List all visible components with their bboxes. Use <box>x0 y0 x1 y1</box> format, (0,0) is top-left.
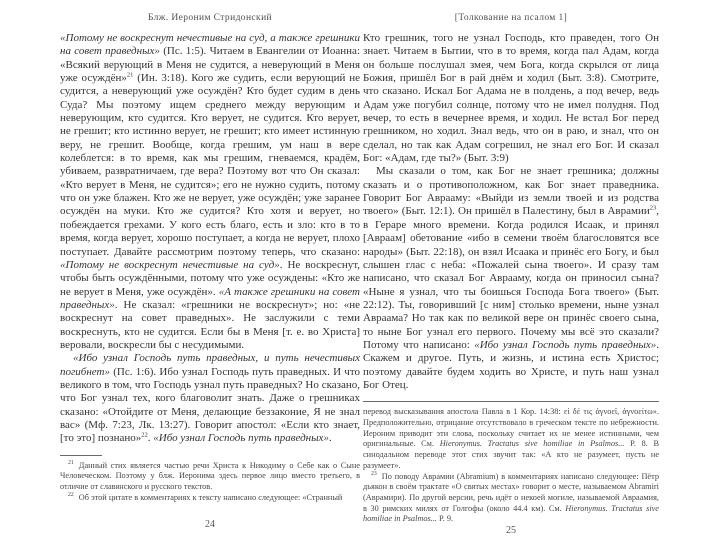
text-run: . <box>147 432 154 445</box>
text-run: «Потому не воскреснут нечестивые на суд, а также грешники на совет праведных» <box>60 32 360 58</box>
text-run: перевод высказывания апостола Павла в 1 Кор. 14:38: εἰ δέ τις ἀγνοεῖ, ἀγνοείτω». Предположительно, отрицание отсутствовало в греческом тексте по небрежности. Иероним приводит эти слова, поскольку считает их не менее истинными, чем оригинальные. См. <box>363 407 659 449</box>
text-run: (Пс. 1:6). Ибо узнал Господь путь праведных. И что великого в том, что Господь узнал путь праведных? Но сказано, что Бог узнал тех, кого благоволит знать. Даже о грешниках сказано: «Отойдите от Меня, делающие беззаконие, Я не знал вас» (Мф. 7:23, Лк. 13:27). Говорит апостол: «Если кто знает, [то это] познано» <box>60 365 360 445</box>
page-right <box>363 0 659 540</box>
footnote <box>363 472 659 526</box>
footnotes-left <box>60 461 360 504</box>
text-run: . <box>328 432 332 445</box>
page-body-right <box>363 32 659 392</box>
running-head-right: [Толкование на псалом 1] <box>454 13 568 23</box>
text-run: «Потому не воскреснут нечестивые на суд» <box>60 258 280 271</box>
page-left <box>60 0 360 540</box>
text-run: (Ин. 3:18). Кого же судить, если верующий не судится, а неверующий уже осуждён? Кто будет судим в день Суда? Мы поэтому ищем среднего между верующим и неверующим, кто судится. Кто верует, не судится. Кто верует, не грешит; кто истинно верует, не грешит; кто имеет истинную веру, не грешит. Вообще, когда грешим, ум наш в вере колеблется: в то время, как мы грешим, гневаемся, крадём, убиваем, развратничаем, где вера? Поэтому вот что Он сказал: «Кто верует в Меня, не судится»; его не нужно судить, потому что он уже блажен. Кто же не верует, уже осуждён; уже заранее осуждён на муки. Кто же судится? Кто хотя и верует, но побеждается грехами. У кого есть благо, есть и зло: кто в то время, когда верует, хорошо поступает, а когда не верует, плохо поступает. Давайте рассмотрим поэтому теперь, что сказано: <box>60 72 360 258</box>
text-run: «Ибо узнал Господь путь праведных, и путь нечестивых погибнет» <box>60 352 360 378</box>
text-run: Данный стих является частью речи Христа к Никодиму о Себе как о Сыне Человеческом. Поэтому у блж. Иеронима здесь первое лицо вместо третьего, в отличие от славянского и русского текстов. <box>60 460 360 492</box>
footnote-reference: 23 <box>649 204 657 212</box>
text-run: «А также грешники на совет праведных» <box>60 285 360 311</box>
footnote-reference: 21 <box>126 71 134 79</box>
text-run: . Не воскреснут, чтобы быть осуждёнными, потому что уже осуждены: «Кто же не верует в Меня, уже осуждён». <box>60 258 360 298</box>
text-run: «Ибо узнал Господь путь праведных» <box>474 338 657 351</box>
text-run: , в Гераре много времени. Когда родился Исаак, и принял [Авраам] обетование «ибо в семени твоём благословятся все народы» (Быт. 22:18), он взял Исаака и принёс его Богу, и был слышен глас с неба: «Пожалей сына твоего». И сразу там написано, что сказал Бог Аврааму, когда он приносил сына? «Ныне я узнал, что ты боишься Господа Бога твоего» (Быт. 22:12). Ты, говоривший [с ним] столько времени, ныне узнал Авраама? Но так как по великой вере он принёс своего сына, то ныне Бог узнал его первого. Почему мы всё это сказали? Потому что написано: <box>363 205 659 351</box>
page-body-left <box>60 32 360 446</box>
text-run: Об этой цитате в комментариях к тексту написано следующее: «Странный <box>78 492 343 502</box>
footnotes-right <box>363 407 659 525</box>
text-run: (Пс. 1:5). Читаем в Евангелии от Иоанна: «Всякий верующий в Меня не судится, а неверующий в Меня уже осуждён» <box>60 45 360 85</box>
text-run: Кто грешник, того не узнал Господь, кто праведен, того Он знает. Читаем в Бытии, что в то время, когда пал Адам, когда он больше послушал змея, чем Бога, когда скрылся от лица Божия, пришёл Бог в рай днём и ходил (Быт. 3:8). Смотрите, что сказано. Искал Бог Адама не в полдень, а под вечер, ведь Адам уже погубил солнце, потому что не имел полудня. Под вечер, то есть в вечернее время, и ходил. Не встал Бог перед грешником, но ходил. Знал ведь, что он в раю, и знал, что он сделал, но так как Адам согрешил, не знал его Бог. И сказал Бог: «Адам, где ты?» (Быт. 3:9) <box>363 32 659 165</box>
text-run: «Ибо узнал Господь путь праведных» <box>153 432 329 445</box>
footnote <box>60 493 360 504</box>
text-run: Hieronymus. Tractatus sive homiliae in Psalmos... <box>439 439 625 449</box>
paragraph <box>363 32 659 165</box>
page-number-left: 24 <box>205 519 215 530</box>
text-run: . Не сказал: «грешники не воскреснут»; но: «не воскреснут на совет праведных». Не заслужили с теми воскреснуть, кто не судится. Если бы в Меня [т. е. во Христа] веровали, воскресли бы с несудимыми. <box>60 298 360 351</box>
text-run: . Скажем и другое. Путь, и жизнь, и истина есть Христос; поэтому давайте будем ходить во Христе, и путь наш узнал Бог Отец. <box>363 338 659 391</box>
text-run: P. 9. <box>436 514 454 524</box>
footnote-marker: 22 <box>68 492 74 498</box>
paragraph <box>363 165 659 392</box>
text-run: Мы сказали о том, как Бог не знает грешника; должны сказать и о противоположном, как Бог знает праведника. Говорит Бог Аврааму: «Выйди из земли твоей и из родства твоего» (Быт. 12:1). Он пришёл в Палестину, был в Аврамии <box>363 165 659 218</box>
footnote-reference: 22 <box>141 431 148 439</box>
footnote <box>60 461 360 493</box>
footnote-marker: 21 <box>68 459 74 466</box>
text-run: По поводу Аврамии (Abramium) в комментариях написано следующее: Пётр дьякон в своём трактате «О святых местах» говорит о месте, называемом Abramiri (Аврамири). По другой версии, речь идёт о некоей могиле, называемой Авраамия, в 30 римских милях от Голгофы (около 44.4 км). См. <box>363 471 659 513</box>
footnote-marker: 23 <box>371 470 377 477</box>
footnote-separator-right <box>363 401 659 402</box>
text-run: Hieronymus. Tractatus sive homiliae in Psalmos... <box>363 503 659 524</box>
running-head-left: Блж. Иероним Стридонский <box>147 13 273 23</box>
page-number-right: 25 <box>506 525 516 537</box>
footnote-separator-left <box>60 455 102 456</box>
footnote <box>363 407 659 471</box>
paragraph <box>60 352 360 445</box>
paragraph <box>60 32 360 352</box>
text-run: P. 8. В синодальном переводе этот стих звучит так: «А кто не разумеет, пусть не разумеет». <box>363 439 660 470</box>
